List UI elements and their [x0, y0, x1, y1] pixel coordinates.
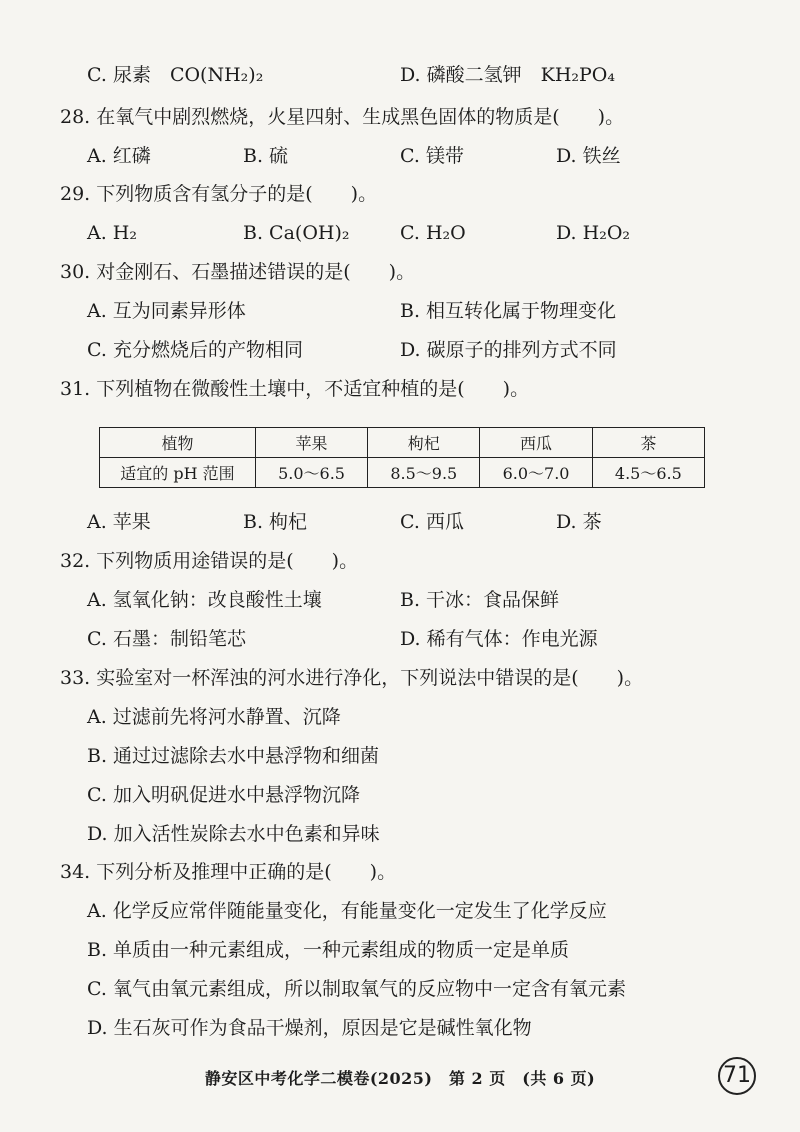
- q31-option-d: D. 茶: [556, 511, 602, 533]
- q30-option-b: B. 相互转化属于物理变化: [400, 300, 617, 322]
- q33-option-d: D. 加入活性炭除去水中色素和异味: [87, 823, 380, 845]
- table-row: [100, 458, 705, 488]
- q29-option-b: B. Ca(OH)₂: [243, 222, 350, 244]
- q30-option-a: A. 互为同素异形体: [87, 300, 246, 322]
- q30-option-d: D. 碳原子的排列方式不同: [400, 339, 617, 361]
- q32-option-c: C. 石墨：制铅笔芯: [87, 628, 246, 650]
- q27-option-c: C. 尿素 CO(NH₂)₂: [87, 64, 264, 86]
- q29-stem: 29. 下列物质含有氢分子的是( )。: [60, 183, 378, 205]
- q33-stem: 33. 实验室对一杯浑浊的河水进行净化，下列说法中错误的是( )。: [60, 667, 644, 689]
- q34-option-b: B. 单质由一种元素组成，一种元素组成的物质一定是单质: [87, 939, 570, 961]
- q29-option-d: D. H₂O₂: [556, 222, 631, 244]
- table-cell: 西瓜: [480, 428, 592, 458]
- page-number-badge: 71: [718, 1057, 756, 1095]
- table-cell: 枸杞: [368, 428, 480, 458]
- q30-option-c: C. 充分燃烧后的产物相同: [87, 339, 303, 361]
- q31-option-c: C. 西瓜: [400, 511, 464, 533]
- q28-option-b: B. 硫: [243, 145, 289, 167]
- q27-option-d: D. 磷酸二氢钾 KH₂PO₄: [400, 64, 615, 86]
- table-cell: 适宜的 pH 范围: [100, 458, 256, 488]
- table-cell: 8.5～9.5: [368, 458, 480, 488]
- q34-option-a: A. 化学反应常伴随能量变化，有能量变化一定发生了化学反应: [87, 900, 607, 922]
- table-cell: 苹果: [255, 428, 367, 458]
- table-cell: 6.0～7.0: [480, 458, 592, 488]
- q32-option-b: B. 干冰：食品保鲜: [400, 589, 560, 611]
- q32-stem: 32. 下列物质用途错误的是( )。: [60, 550, 359, 572]
- q34-option-c: C. 氧气由氧元素组成，所以制取氧气的反应物中一定含有氧元素: [87, 978, 626, 1000]
- ph-range-table: [99, 427, 705, 488]
- q31-option-a: A. 苹果: [87, 511, 151, 533]
- q28-option-c: C. 镁带: [400, 145, 464, 167]
- q34-stem: 34. 下列分析及推理中正确的是( )。: [60, 861, 397, 883]
- q29-option-c: C. H₂O: [400, 222, 466, 244]
- q33-option-b: B. 通过过滤除去水中悬浮物和细菌: [87, 745, 380, 767]
- q32-option-d: D. 稀有气体：作电光源: [400, 628, 598, 650]
- q31-option-b: B. 枸杞: [243, 511, 308, 533]
- table-cell: 植物: [100, 428, 256, 458]
- q30-stem: 30. 对金刚石、石墨描述错误的是( )。: [60, 261, 416, 283]
- page-footer: 静安区中考化学二模卷(2025) 第 2 页 (共 6 页): [204, 1069, 596, 1088]
- q28-stem: 28. 在氧气中剧烈燃烧，火星四射、生成黑色固体的物质是( )。: [60, 106, 625, 128]
- q33-option-c: C. 加入明矾促进水中悬浮物沉降: [87, 784, 360, 806]
- q33-option-a: A. 过滤前先将河水静置、沉降: [87, 706, 341, 728]
- table-cell: 5.0～6.5: [255, 458, 367, 488]
- table-header-row: [100, 428, 705, 458]
- table-cell: 茶: [592, 428, 704, 458]
- q31-stem: 31. 下列植物在微酸性土壤中，不适宜种植的是( )。: [60, 378, 530, 400]
- table-cell: 4.5～6.5: [592, 458, 704, 488]
- q29-option-a: A. H₂: [87, 222, 137, 244]
- q28-option-d: D. 铁丝: [556, 145, 621, 167]
- q28-option-a: A. 红磷: [87, 145, 151, 167]
- q32-option-a: A. 氢氧化钠：改良酸性土壤: [87, 589, 322, 611]
- q34-option-d: D. 生石灰可作为食品干燥剂，原因是它是碱性氧化物: [87, 1017, 532, 1039]
